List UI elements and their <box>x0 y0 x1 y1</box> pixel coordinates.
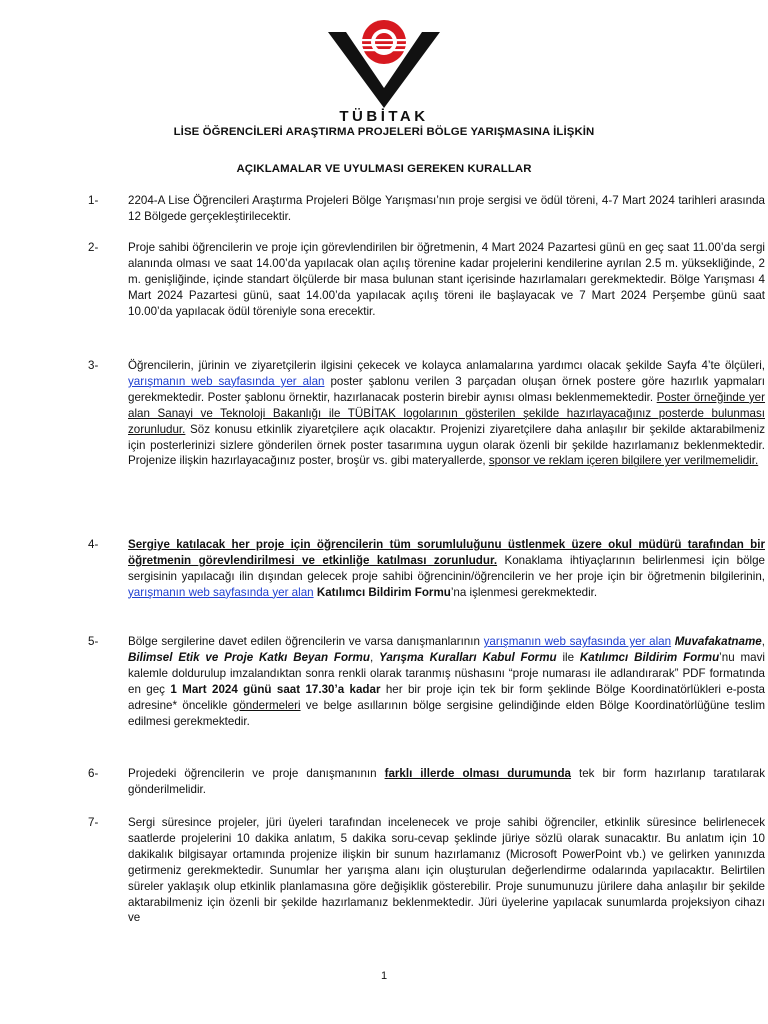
rule-number: 1- <box>88 194 99 207</box>
rule-text-segment: her bir proje için tek bir form şeklinde Bölge Koordinatörlükleri e-posta adresine* öncelikle <box>128 682 765 712</box>
competition-website-link[interactable]: yarışmanın web sayfasında yer alan <box>483 635 672 648</box>
emphasized-text: 1 Mart 2024 günü saat 17.30’a kadar <box>170 682 381 696</box>
competition-website-link[interactable]: yarışmanın web sayfasında yer alan <box>128 374 325 388</box>
emphasized-text: farklı illerde olması durumunda <box>384 767 571 780</box>
emphasized-text: Katılımcı Bildirim Formu <box>316 585 451 599</box>
rule-text-segment: ’nu mavi kalemle doldurulup imzalandıktan sonra renkli olarak taranmış nüshasını “proje numarası ile adlandırarak” PDF formatında en geç <box>128 650 765 696</box>
emphasized-text: Katılımcı Bildirim Formu <box>579 650 720 664</box>
rule-text <box>128 634 765 729</box>
emphasized-text: sponsor ve reklam içeren bilgilere yer verilmemelidir. <box>488 454 759 468</box>
rule-text <box>128 537 765 601</box>
logo-inner-dot <box>375 33 393 51</box>
tubitak-emblem-icon <box>324 18 444 123</box>
emphasized-text: Poster örneğinde yer alan Sanayi ve Teknoloji Bakanlığı ile TÜBİTAK logolarının gösterilen şekilde hazırlayacağınız posterde bulunması zorunludur. <box>128 390 765 436</box>
rule-text <box>128 815 765 926</box>
rule-text-segment: Öğrencilerin, jürinin ve ziyaretçilerin ilgisini çekecek ve kolayca anlamalarına yardımcı olacak şekilde Sayfa 4’te ölçüleri, <box>128 359 765 372</box>
rule-text-segment: Söz konusu etkinlik ziyaretçilere açık olacaktır. Projenizi ziyaretçilere daha anlaşılır bir şekilde aktarabilmeniz için posterlerinizi sizlere gönderilen örnek poster tasarımına uygun olarak özenli bir şekilde hazırlamanız beklenmektedir. Projenize ilişkin hazırlayacağınız poster, broşür vs. gibi materyallerde, <box>128 422 765 468</box>
document-title-line2: AÇIKLAMALAR VE UYULMASI GEREKEN KURALLAR <box>236 163 532 175</box>
rule-text-segment: , <box>369 650 380 664</box>
rule-number: 4- <box>88 538 99 551</box>
logo-text: TÜBİTAK <box>339 108 429 123</box>
emphasized-text: Muvafakatname <box>674 635 762 648</box>
rule-text-segment: Bölge sergilerine davet edilen öğrencilerin ve varsa danışmanlarının <box>128 635 484 648</box>
rule-text <box>128 358 765 469</box>
rule-text-segment: ve belge asıllarının bölge sergisine gelindiğinde elden Bölge Koordinatörlüğüne teslim edilmesi gerekmektedir. <box>128 698 765 728</box>
rule-number: 5- <box>88 635 99 648</box>
rule-number: 7- <box>88 816 99 829</box>
document-title-line1: LİSE ÖĞRENCİLERİ ARAŞTIRMA PROJELERİ BÖLGE YARIŞMASINA İLİŞKİN <box>173 126 595 138</box>
rule-text-segment: tek bir form hazırlanıp taratılarak gönderilmelidir. <box>128 767 766 796</box>
rule-text-segment: , <box>761 635 765 648</box>
rule-text-segment: ’na işlenmesi gerekmektedir. <box>450 585 598 599</box>
rule-number: 6- <box>88 767 99 780</box>
tubitak-logo <box>324 18 444 123</box>
emphasized-text: Yarışma Kuralları Kabul Formu <box>379 650 557 664</box>
rule-text-segment: Sergi süresince projeler, jüri üyeleri tarafından incelenecek ve proje sahibi öğrenciler, etkinlik süresince belirlenecek saatlerde projelerini 10 dakika anlatım, 5 dakika soru-cevap şeklinde jüriye sözlü olarak sunacaktır. Bu anlatım için 10 dakikalık bilgisayar ortamında projenize ilişkin bir sunum hazırlamanız (Microsoft PowerPoint vb.) ve gelirken yanınızda getirmeniz gerekmektedir. Sunumlar her yarışma alanı için oluşturulan değerlendirme odalarında yapılacaktır. Belirtilen süreler yaklaşık olup etkinlik planlamasına göre değişiklik gösterebilir. Proje sunumunuzu jürilere daha anlaşılır bir şekilde aktarabilmeniz için özenli bir şekilde hazırlamanız beklenmektedir. Jüri üyelerine yapılacak sunumlarda projeksiyon cihazı ve <box>128 816 765 925</box>
rule-text <box>128 766 765 798</box>
emphasized-text: Bilimsel Etik ve Proje Katkı Beyan Formu <box>128 650 370 664</box>
rule-number: 2- <box>88 241 99 254</box>
emphasized-text: göndermeleri <box>232 698 301 712</box>
rule-number: 3- <box>88 359 99 372</box>
rule-text-segment: Proje sahibi öğrencilerin ve proje için görevlendirilen bir öğretmenin, 4 Mart 2024 Pazartesi günü en geç saat 11.00’da sergi alanında olması ve saat 14.00’da yapılacak olan açılış törenine kadar projelerini kendilerine ayrılan 2.5 m. yüksekliğinde, 2 m. genişliğinde, içinde standart ölçülerde bir masa bulunan stant içerisinde hazırlamaları gerekmektedir. Bölge Yarışması 4 Mart 2024 Pazartesi günü, saat 14.00’da yapılacak açılış töreni ile başlayacak ve 7 Mart 2024 Perşembe günü saat 10.00’da yapılacak ödül töreniyle sona erecektir. <box>128 241 765 318</box>
page-number: 1 <box>380 970 388 982</box>
rule-text <box>128 240 765 320</box>
rule-text <box>128 193 765 225</box>
competition-website-link[interactable]: yarışmanın web sayfasında yer alan <box>128 585 314 599</box>
rule-text-segment: Konaklama ihtiyaçlarının belirlenmesi için bölge sergisinin yapılacağı ilin dışından gelecek proje sahibi öğrencinin/öğrencilerin ve her proje için bir öğretmenin bilgilerinin, <box>128 553 765 583</box>
rule-text-segment: Projedeki öğrencilerin ve proje danışmanının <box>128 767 385 780</box>
rule-text-segment: 2204-A Lise Öğrencileri Araştırma Projeleri Bölge Yarışması’nın proje sergisi ve ödül töreni, 4-7 Mart 2024 tarihleri arasında 12 Bölgede gerçekleştirilecektir. <box>128 194 765 223</box>
rule-text-segment: ile <box>556 650 580 664</box>
emphasized-text: Sergiye katılacak her proje için öğrencilerin tüm sorumluluğunu üstlenmek üzere okul müdürü tarafından bir öğretmenin görevlendirilmesi ve etkinliğe katılması zorunludur. <box>128 538 765 567</box>
rule-text-segment: poster şablonu verilen 3 parçadan oluşan örnek postere göre hazırlık yapmaları gerekmektedir. Poster şablonu örnektir, hazırlanacak posterin birebir aynısı olması beklenmemektedir. <box>128 374 765 404</box>
